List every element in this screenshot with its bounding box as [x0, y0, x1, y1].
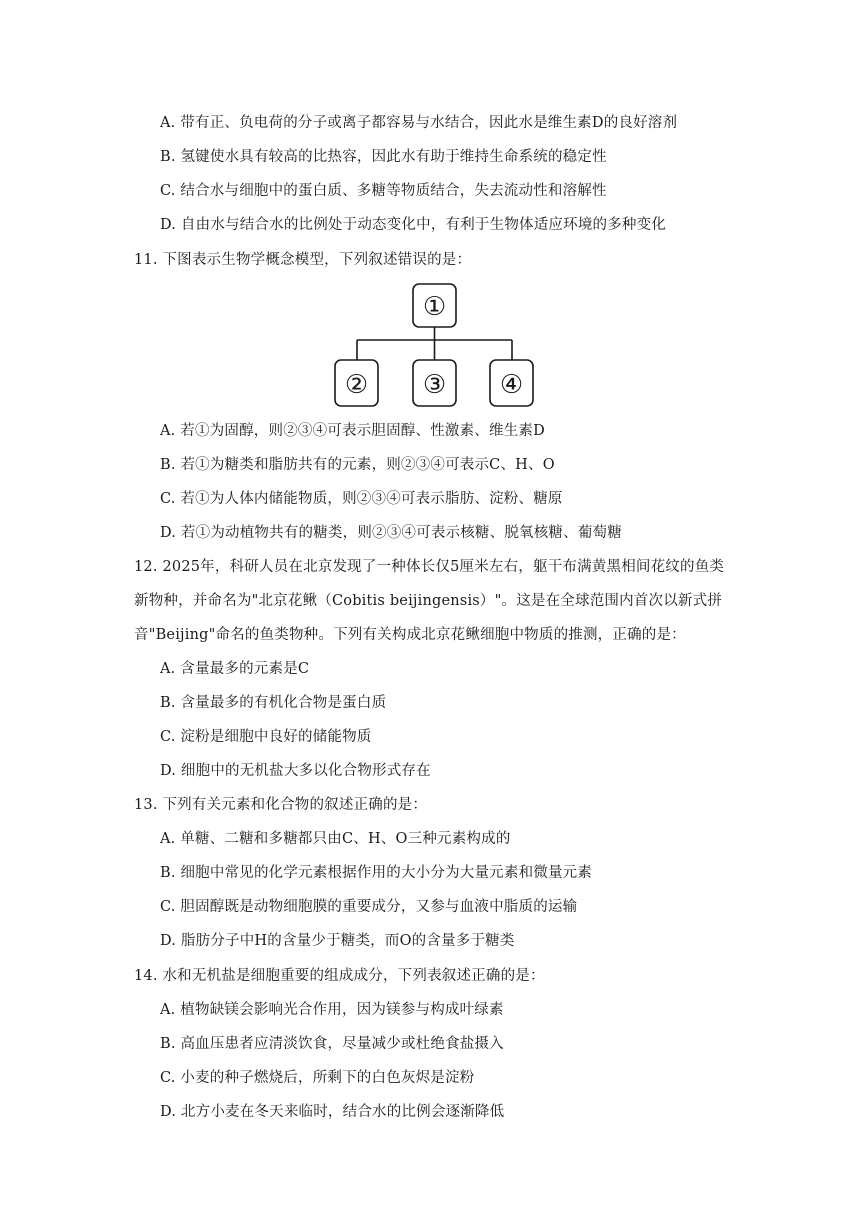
q10-option-d: D. 自由水与结合水的比例处于动态变化中，有利于生物体适应环境的多种变化: [160, 217, 667, 233]
q12-option-a: A. 含量最多的元素是C: [160, 661, 310, 677]
q14-option-b: B. 高血压患者应清淡饮食，尽量减少或杜绝食盐摄入: [160, 1036, 504, 1052]
q12-option-b: B. 含量最多的有机化合物是蛋白质: [160, 695, 387, 711]
q14-stem: 14. 水和无机盐是细胞重要的组成成分，下列表叙述正确的是：: [134, 968, 545, 984]
q13-option-b: B. 细胞中常见的化学元素根据作用的大小分为大量元素和微量元素: [160, 865, 593, 881]
q11-stem: 11. 下图表示生物学概念模型，下列叙述错误的是：: [134, 252, 472, 268]
q13-option-a: A. 单糖、二糖和多糖都只由C、H、O三种元素构成的: [160, 831, 511, 847]
q13-option-c: C. 胆固醇既是动物细胞膜的重要成分，又参与血液中脂质的运输: [160, 899, 578, 915]
q10-option-a: A. 带有正、负电荷的分子或离子都容易与水结合，因此水是维生素D的良好溶剂: [160, 115, 678, 131]
q11-option-a: A. 若①为固醇，则②③④可表示胆固醇、性激素、维生素D: [160, 423, 545, 439]
diagram-label-top: ①: [422, 292, 447, 322]
q14-option-a: A. 植物缺镁会影响光合作用，因为镁参与构成叶绿素: [160, 1002, 504, 1018]
q10-option-b: B. 氢键使水具有较高的比热容，因此水有助于维持生命系统的稳定性: [160, 149, 607, 165]
q12-stem-line-3: 音"Beijing"命名的鱼类物种。下列有关构成北京花鳅细胞中物质的推测，正确的是：: [134, 627, 686, 643]
q10-option-c: C. 结合水与细胞中的蛋白质、多糖等物质结合，失去流动性和溶解性: [160, 183, 607, 199]
q12-option-d: D. 细胞中的无机盐大多以化合物形式存在: [160, 763, 431, 779]
q14-option-c: C. 小麦的种子燃烧后，所剩下的白色灰烬是淀粉: [160, 1070, 475, 1086]
q13-option-d: D. 脂肪分子中H的含量少于糖类，而O的含量多于糖类: [160, 933, 515, 949]
q12-option-c: C. 淀粉是细胞中良好的储能物质: [160, 729, 372, 745]
q14-option-d: D. 北方小麦在冬天来临时，结合水的比例会逐渐降低: [160, 1104, 505, 1120]
q12-stem-line-1: 12. 2025年，科研人员在北京发现了一种体长仅5厘米左右，躯干布满黄黑相间花纹的鱼类: [134, 559, 725, 575]
diagram-label-middle: ③: [422, 370, 447, 400]
diagram-label-left: ②: [344, 370, 369, 400]
q12-stem-line-2: 新物种，并命名为"北京花鳅（Cobitis beijingensis）"。这是在全球范围内首次以新式拼: [134, 593, 722, 609]
q11-option-d: D. 若①为动植物共有的糖类，则②③④可表示核糖、脱氧核糖、葡萄糖: [160, 525, 622, 541]
q11-option-c: C. 若①为人体内储能物质，则②③④可表示脂肪、淀粉、糖原: [160, 491, 563, 507]
concept-model-diagram: [0, 0, 868, 420]
q11-option-b: B. 若①为糖类和脂肪共有的元素，则②③④可表示C、H、O: [160, 457, 555, 473]
q13-stem: 13. 下列有关元素和化合物的叙述正确的是：: [134, 797, 428, 813]
diagram-label-right: ④: [499, 370, 524, 400]
